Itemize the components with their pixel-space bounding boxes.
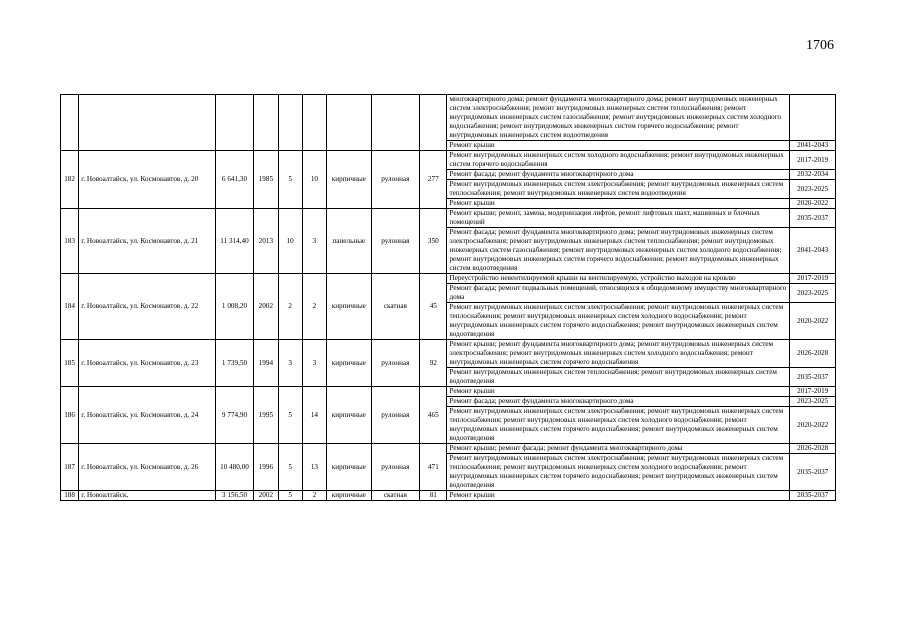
work-period: 2035-2037	[790, 454, 836, 491]
house-entrances: 3	[302, 209, 326, 274]
row-number: 182	[61, 151, 79, 209]
house-address: г. Новоалтайск, ул. Космонавтов, д. 21	[79, 209, 216, 274]
work-period: 2023-2025	[790, 397, 836, 407]
row-number: 183	[61, 209, 79, 274]
house-area: 6 641,30	[215, 151, 253, 209]
work-description: Ремонт крыши	[447, 491, 790, 501]
house-area: 3 156,50	[215, 491, 253, 501]
housing-registry-table	[60, 94, 836, 501]
page-number: 1706	[806, 38, 834, 53]
house-address: г. Новоалтайск, ул. Космонавтов, д. 22	[79, 274, 216, 340]
table-row	[61, 209, 836, 228]
work-description: Переустройство невентилируемой крыши на вентилируемую, устройство выходов на кровлю	[447, 274, 790, 284]
table-row	[61, 95, 836, 141]
work-description: Ремонт фасада; ремонт подвальных помещений, относящихся к общедомовому имуществу многоквартирного дома	[447, 284, 790, 303]
house-address: г. Новоалтайск, ул. Космонавтов, д. 24	[79, 387, 216, 444]
roof-type: рулонная	[371, 151, 420, 209]
work-description: Ремонт внутридомовых инженерных систем теплоснабжения; ремонт внутридомовых инженерных систем водоотведения	[447, 368, 790, 387]
work-description: Ремонт крыши; ремонт фасада; ремонт фундамента многоквартирного дома	[447, 444, 790, 454]
apartment-count: 277	[420, 151, 447, 209]
house-year: 2002	[254, 274, 278, 340]
work-description: Ремонт крыши	[447, 141, 790, 151]
house-entrances: 14	[302, 387, 326, 444]
roof-type: рулонная	[371, 340, 420, 387]
wall-material: кирпичные	[327, 274, 372, 340]
empty-cell	[278, 95, 302, 151]
roof-type: рулонная	[371, 209, 420, 274]
work-description: Ремонт крыши	[447, 387, 790, 397]
wall-material: кирпичные	[327, 444, 372, 491]
work-description: Ремонт внутридомовых инженерных систем электроснабжения; ремонт внутридомовых инженерных систем теплоснабжения; ремонт внутридомовых инженерных систем холодного водоснабжения; ремонт внутридомовых инженерных систем горячего водоснабжения; ремонт внутридомовых инженерных систем водоотведения	[447, 454, 790, 491]
work-period: 2032-2034	[790, 170, 836, 180]
house-entrances: 10	[302, 151, 326, 209]
empty-cell	[61, 95, 79, 151]
work-description: Ремонт внутридомовых инженерных систем холодного водоснабжения; ремонт внутридомовых инженерных систем горячего водоснабжения	[447, 151, 790, 170]
empty-cell	[420, 95, 447, 151]
wall-material: кирпичные	[327, 340, 372, 387]
house-year: 2002	[254, 491, 278, 501]
work-description: многоквартирного дома; ремонт фундамента многоквартирного дома; ремонт внутридомовых инженерных систем электроснабжения; ремонт внутридомовых инженерных систем теплоснабжения; ремонт внутридомовых инженерных систем газоснабжения; ремонт внутридомовых инженерных систем холодного водоснабжения; ремонт внутридомовых инженерных систем горячего водоснабжения; ремонт внутридомовых инженерных систем водоотведения	[447, 95, 790, 141]
work-period: 2020-2022	[790, 199, 836, 209]
empty-cell	[79, 95, 216, 151]
registry-body	[61, 95, 836, 501]
work-period: 2020-2022	[790, 407, 836, 444]
house-area: 9 774,90	[215, 387, 253, 444]
house-year: 1996	[254, 444, 278, 491]
house-floors: 3	[278, 340, 302, 387]
row-number: 184	[61, 274, 79, 340]
roof-type: рулонная	[371, 444, 420, 491]
empty-cell	[215, 95, 253, 151]
work-period: 2017-2019	[790, 387, 836, 397]
house-floors: 10	[278, 209, 302, 274]
work-period: 2026-2028	[790, 340, 836, 368]
apartment-count: 350	[420, 209, 447, 274]
work-description: Ремонт крыши; ремонт, замена, модернизация лифтов, ремонт лифтовых шахт, машинных и блочных помещений	[447, 209, 790, 228]
work-description: Ремонт фасада; ремонт фундамента многоквартирного дома	[447, 170, 790, 180]
house-floors: 5	[278, 491, 302, 501]
apartment-count: 92	[420, 340, 447, 387]
work-period: 2023-2025	[790, 180, 836, 199]
house-address: г. Новоалтайск, ул. Космонавтов, д. 23	[79, 340, 216, 387]
house-address: г. Новоалтайск, ул. Космонавтов, д. 26	[79, 444, 216, 491]
house-area: 1 739,50	[215, 340, 253, 387]
house-entrances: 2	[302, 274, 326, 340]
table-row	[61, 340, 836, 368]
work-description: Ремонт внутридомовых инженерных систем электроснабжения; ремонт внутридомовых инженерных систем теплоснабжения; ремонт внутридомовых инженерных систем водоотведения	[447, 180, 790, 199]
work-period: 2020-2022	[790, 303, 836, 340]
house-address: г. Новоалтайск,	[79, 491, 216, 501]
roof-type: скатная	[371, 274, 420, 340]
wall-material: панельные	[327, 209, 372, 274]
house-area: 10 480,00	[215, 444, 253, 491]
house-entrances: 2	[302, 491, 326, 501]
row-number: 187	[61, 444, 79, 491]
house-floors: 2	[278, 274, 302, 340]
wall-material: кирпичные	[327, 151, 372, 209]
row-number: 185	[61, 340, 79, 387]
house-year: 1995	[254, 387, 278, 444]
work-period: 2026-2028	[790, 444, 836, 454]
work-period: 2035-2037	[790, 368, 836, 387]
work-description: Ремонт внутридомовых инженерных систем электроснабжения; ремонт внутридомовых инженерных систем теплоснабжения; ремонт внутридомовых инженерных систем холодного водоснабжения; ремонт внутридомовых инженерных систем горячего водоснабжения; ремонт внутридомовых инженерных систем водоотведения	[447, 303, 790, 340]
table-row	[61, 151, 836, 170]
work-description: Ремонт фасада; ремонт фундамента многоквартирного дома	[447, 397, 790, 407]
house-year: 2013	[254, 209, 278, 274]
empty-cell	[371, 95, 420, 151]
work-period: 2041-2043	[790, 228, 836, 274]
table-row	[61, 274, 836, 284]
empty-cell	[254, 95, 278, 151]
house-floors: 5	[278, 444, 302, 491]
house-floors: 5	[278, 387, 302, 444]
work-description: Ремонт крыши; ремонт фундамента многоквартирного дома; ремонт внутридомовых инженерных систем электроснабжения; ремонт внутридомовых инженерных систем холодного водоснабжения; ремонт внутридомовых инженерных систем горячего водоснабжения	[447, 340, 790, 368]
work-description: Ремонт внутридомовых инженерных систем электроснабжения; ремонт внутридомовых инженерных систем теплоснабжения; ремонт внутридомовых инженерных систем холодного водоснабжения; ремонт внутридомовых инженерных систем горячего водоснабжения; ремонт внутридомовых инженерных систем водоотведения	[447, 407, 790, 444]
house-year: 1985	[254, 151, 278, 209]
work-description: Ремонт крыши	[447, 199, 790, 209]
house-floors: 5	[278, 151, 302, 209]
empty-cell	[302, 95, 326, 151]
work-period: 2023-2025	[790, 284, 836, 303]
empty-cell	[327, 95, 372, 151]
roof-type: скатная	[371, 491, 420, 501]
house-address: г. Новоалтайск, ул. Космонавтов, д. 20	[79, 151, 216, 209]
table-row	[61, 491, 836, 501]
house-entrances: 13	[302, 444, 326, 491]
roof-type: рулонная	[371, 387, 420, 444]
apartment-count: 81	[420, 491, 447, 501]
table-row	[61, 387, 836, 397]
wall-material: кирпичные	[327, 491, 372, 501]
apartment-count: 471	[420, 444, 447, 491]
house-area: 1 008,20	[215, 274, 253, 340]
apartment-count: 465	[420, 387, 447, 444]
work-period	[790, 95, 836, 141]
house-entrances: 3	[302, 340, 326, 387]
row-number: 188	[61, 491, 79, 501]
apartment-count: 45	[420, 274, 447, 340]
row-number: 186	[61, 387, 79, 444]
wall-material: кирпичные	[327, 387, 372, 444]
work-period: 2017-2019	[790, 274, 836, 284]
house-year: 1994	[254, 340, 278, 387]
work-period: 2035-2037	[790, 209, 836, 228]
work-description: Ремонт фасада; ремонт фундамента многоквартирного дома; ремонт внутридомовых инженерных систем электроснабжения; ремонт внутридомовых инженерных систем теплоснабжения; ремонт внутридомовых инженерных систем газоснабжения; ремонт внутридомовых инженерных систем холодного водоснабжения; ремонт внутридомовых инженерных систем горячего водоснабжения; ремонт внутридомовых инженерных систем водоотведения	[447, 228, 790, 274]
house-area: 11 314,40	[215, 209, 253, 274]
work-period: 2035-2037	[790, 491, 836, 501]
table-row	[61, 444, 836, 454]
work-period: 2017-2019	[790, 151, 836, 170]
work-period: 2041-2043	[790, 141, 836, 151]
